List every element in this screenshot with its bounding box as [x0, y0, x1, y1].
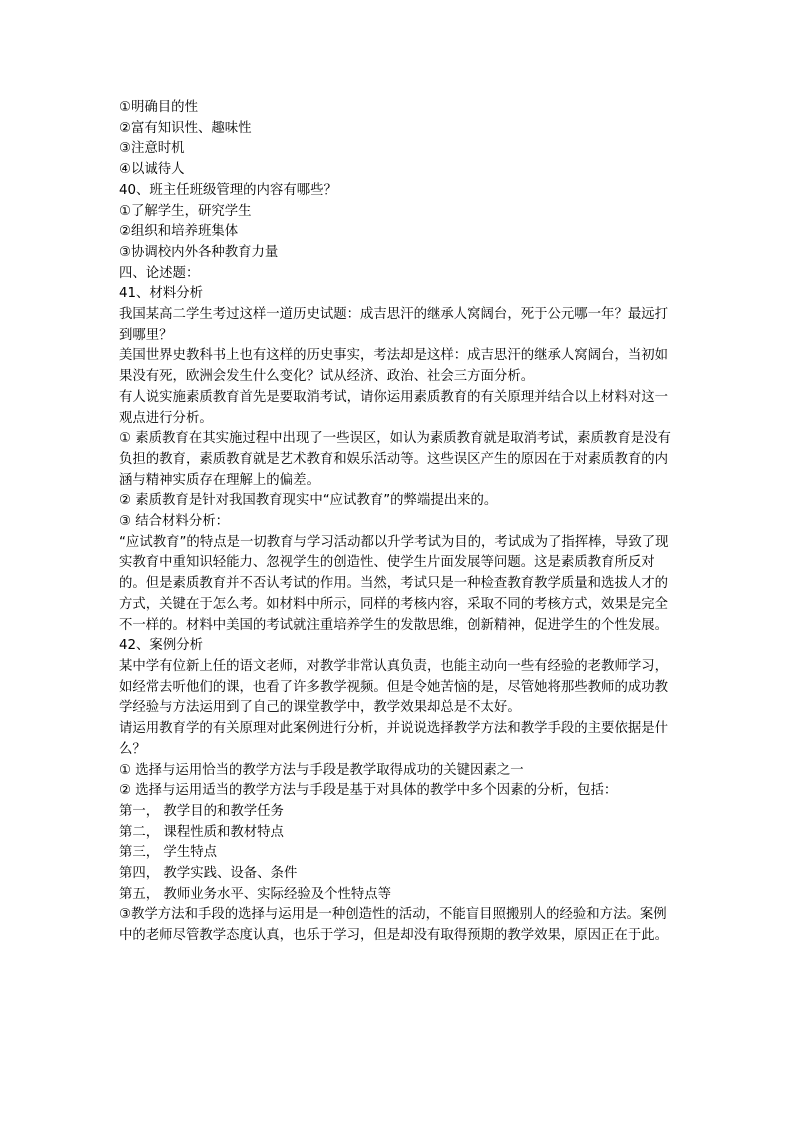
item-timing: ③注意时机	[119, 141, 185, 157]
factor-2: 第二， 课程性质和教材特点	[119, 824, 284, 840]
item-sincerity: ④以诚待人	[119, 162, 185, 178]
document-body	[119, 98, 679, 947]
answer-40-2: ②组织和培养班集体	[119, 224, 239, 240]
question-41-prompt: 有人说实施素质教育首先是要取消考试，请你运用素质教育的有关原理并结合以上材料对这一观点进行分析。	[119, 389, 669, 426]
factor-5: 第五， 教师业务水平、实际经验及个性特点等	[119, 886, 392, 902]
answer-40-3: ③协调校内外各种教育力量	[119, 244, 279, 260]
item-knowledge-interest: ②富有知识性、趣味性	[119, 120, 252, 136]
question-40: 40、班主任班级管理的内容有哪些？	[119, 182, 337, 198]
answer-42-1: ① 选择与运用恰当的教学方法与手段是教学取得成功的关键因素之一	[119, 762, 524, 778]
factor-4: 第四， 教学实践、设备、条件	[119, 866, 298, 882]
question-41-title: 41、材料分析	[119, 286, 203, 302]
question-41-material-2: 美国世界史教科书上也有这样的历史事实，考法却是这样：成吉思汗的继承人窝阔台，当初如果没有死，欧洲会发生什么变化？试从经济、政治、社会三方面分析。	[119, 348, 669, 385]
answer-42-3: ③教学方法和手段的选择与运用是一种创造性的活动，不能盲目照搬别人的经验和方法。案例中的老师尽管教学态度认真，也乐于学习，但是却没有取得预期的教学效果，原因正在于此。	[119, 907, 669, 944]
answer-41-3: ③ 结合材料分析：	[119, 514, 229, 530]
question-42-case: 某中学有位新上任的语文老师，对教学非常认真负责，也能主动向一些有经验的老教师学习，如经常去听他们的课，也看了许多教学视频。但是令她苦恼的是，尽管她将那些教师的成功教学经验与方法运用到了自己的课堂教学中，教学效果却总是不太好。	[119, 658, 669, 716]
factor-3: 第三， 学生特点	[119, 845, 217, 861]
answer-41-analysis: “应试教育”的特点是一切教育与学习活动都以升学考试为目的，考试成为了指挥棒，导致了现实教育中重知识轻能力、忽视学生的创造性、使学生片面发展等问题。这是素质教育所反对的。但是素质教育并不否认考试的作用。当然，考试只是一种检查教育教学质量和选拔人才的方式，关键在于怎么考。如材料中所示，同样的考核内容，采取不同的考核方式，效果是完全不一样的。材料中美国的考试就注重培养学生的发散思维，创新精神，促进学生的个性发展。	[119, 534, 669, 633]
answer-41-1: ① 素质教育在其实施过程中出现了一些误区，如认为素质教育就是取消考试，素质教育是没有负担的教育，素质教育就是艺术教育和娱乐活动等。这些误区产生的原因在于对素质教育的内涵与精神实质存在理解上的偏差。	[119, 431, 671, 488]
question-41-material-1: 我国某高二学生考过这样一道历史试题：成吉思汗的继承人窝阔台，死于公元哪一年？最远打到哪里？	[119, 307, 669, 343]
question-42-title: 42、案例分析	[119, 638, 203, 654]
answer-42-2: ② 选择与运用适当的教学方法与手段是基于对具体的教学中多个因素的分析，包括：	[119, 783, 618, 799]
answer-41-2: ② 素质教育是针对我国教育现实中“应试教育”的弊端提出来的。	[119, 493, 498, 509]
question-42-prompt: 请运用教育学的有关原理对此案例进行分析，并说说选择教学方法和教学手段的主要依据是什么？	[119, 721, 669, 757]
factor-1: 第一， 教学目的和教学任务	[119, 803, 284, 819]
item-purpose: ①明确目的性	[119, 100, 198, 115]
section-heading-essay: 四、论述题：	[119, 265, 200, 281]
answer-40-1: ①了解学生，研究学生	[119, 203, 252, 219]
